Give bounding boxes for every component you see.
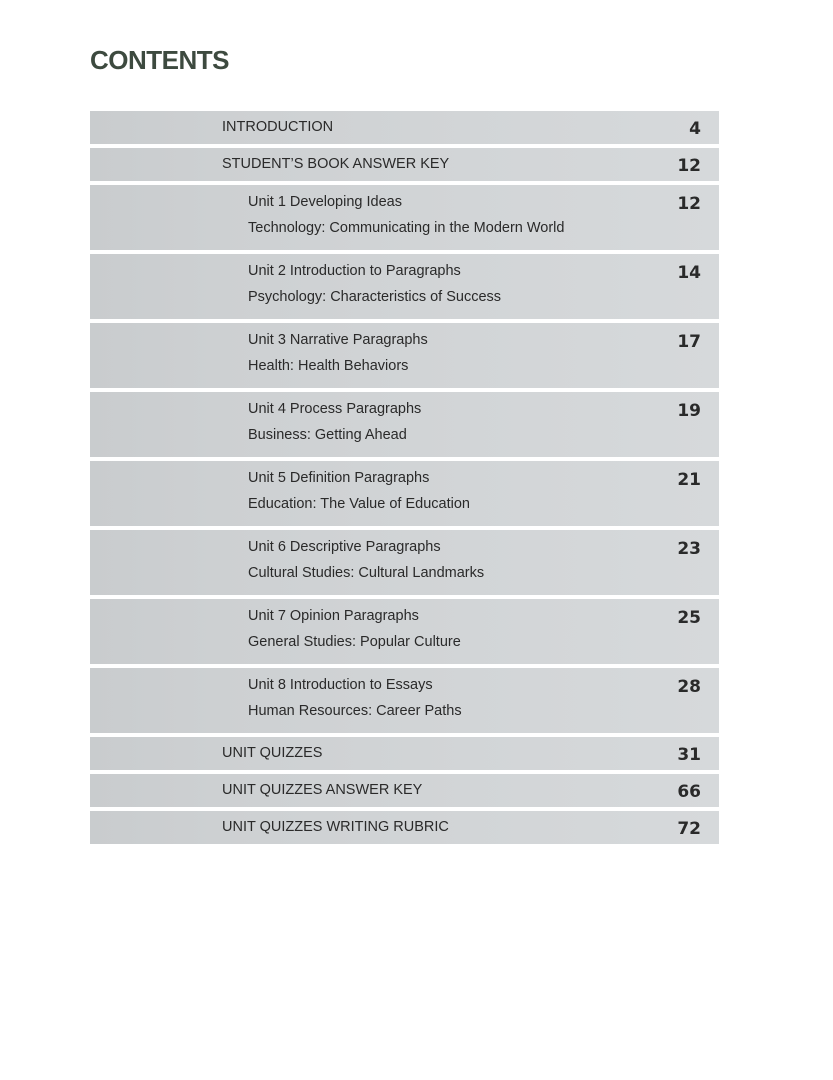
unit-subtitle: Human Resources: Career Paths (248, 703, 462, 719)
toc-page-number: 12 (677, 194, 701, 214)
toc-unit-4[interactable] (90, 392, 719, 461)
toc-unit-3[interactable] (90, 323, 719, 392)
toc-entry-label: INTRODUCTION (222, 119, 334, 135)
toc-entry-quizzes-answer-key[interactable] (90, 774, 719, 811)
toc-page-number: 66 (677, 782, 701, 802)
unit-subtitle: Business: Getting Ahead (248, 427, 407, 443)
toc-entry-label: UNIT QUIZZES (222, 745, 323, 761)
toc-page-number: 14 (677, 263, 701, 283)
toc-unit-6[interactable] (90, 530, 719, 599)
toc-page-number: 25 (677, 608, 701, 628)
toc-unit-7[interactable] (90, 599, 719, 668)
unit-subtitle: Education: The Value of Education (248, 496, 470, 512)
page-title: CONTENTS (90, 45, 229, 75)
toc-page-number: 4 (689, 119, 701, 139)
unit-title: Unit 7 Opinion Paragraphs (248, 608, 419, 624)
toc-entry-label: STUDENT’S BOOK ANSWER KEY (222, 156, 450, 172)
toc-page-number: 21 (677, 470, 701, 490)
unit-title: Unit 5 Definition Paragraphs (248, 470, 430, 486)
toc-unit-1[interactable] (90, 185, 719, 254)
toc-unit-5[interactable] (90, 461, 719, 530)
toc-entry-unit-quizzes[interactable] (90, 737, 719, 774)
toc-entry-introduction[interactable] (90, 111, 719, 148)
toc-unit-2[interactable] (90, 254, 719, 323)
unit-title: Unit 2 Introduction to Paragraphs (248, 263, 461, 279)
toc-page-number: 23 (677, 539, 701, 559)
unit-subtitle: Health: Health Behaviors (248, 358, 409, 374)
unit-subtitle: Technology: Communicating in the Modern World (248, 220, 565, 236)
unit-title: Unit 6 Descriptive Paragraphs (248, 539, 441, 555)
toc-entry-writing-rubric[interactable] (90, 811, 719, 848)
unit-subtitle: General Studies: Popular Culture (248, 634, 461, 650)
unit-subtitle: Cultural Studies: Cultural Landmarks (248, 565, 485, 581)
toc-page-number: 28 (677, 677, 701, 697)
unit-subtitle: Psychology: Characteristics of Success (248, 289, 502, 305)
toc-entry-answer-key[interactable] (90, 148, 719, 185)
toc-unit-8[interactable] (90, 668, 719, 737)
toc-page-number: 72 (677, 819, 701, 839)
unit-title: Unit 3 Narrative Paragraphs (248, 332, 428, 348)
toc-entry-label: UNIT QUIZZES ANSWER KEY (222, 782, 423, 798)
unit-title: Unit 1 Developing Ideas (248, 194, 402, 210)
toc-entry-label: UNIT QUIZZES WRITING RUBRIC (222, 819, 449, 835)
toc-page-number: 19 (677, 401, 701, 421)
toc-page-number: 31 (677, 745, 701, 765)
unit-title: Unit 4 Process Paragraphs (248, 401, 422, 417)
toc-page-number: 12 (677, 156, 701, 176)
table-of-contents (90, 111, 719, 848)
unit-title: Unit 8 Introduction to Essays (248, 677, 433, 693)
toc-page-number: 17 (677, 332, 701, 352)
